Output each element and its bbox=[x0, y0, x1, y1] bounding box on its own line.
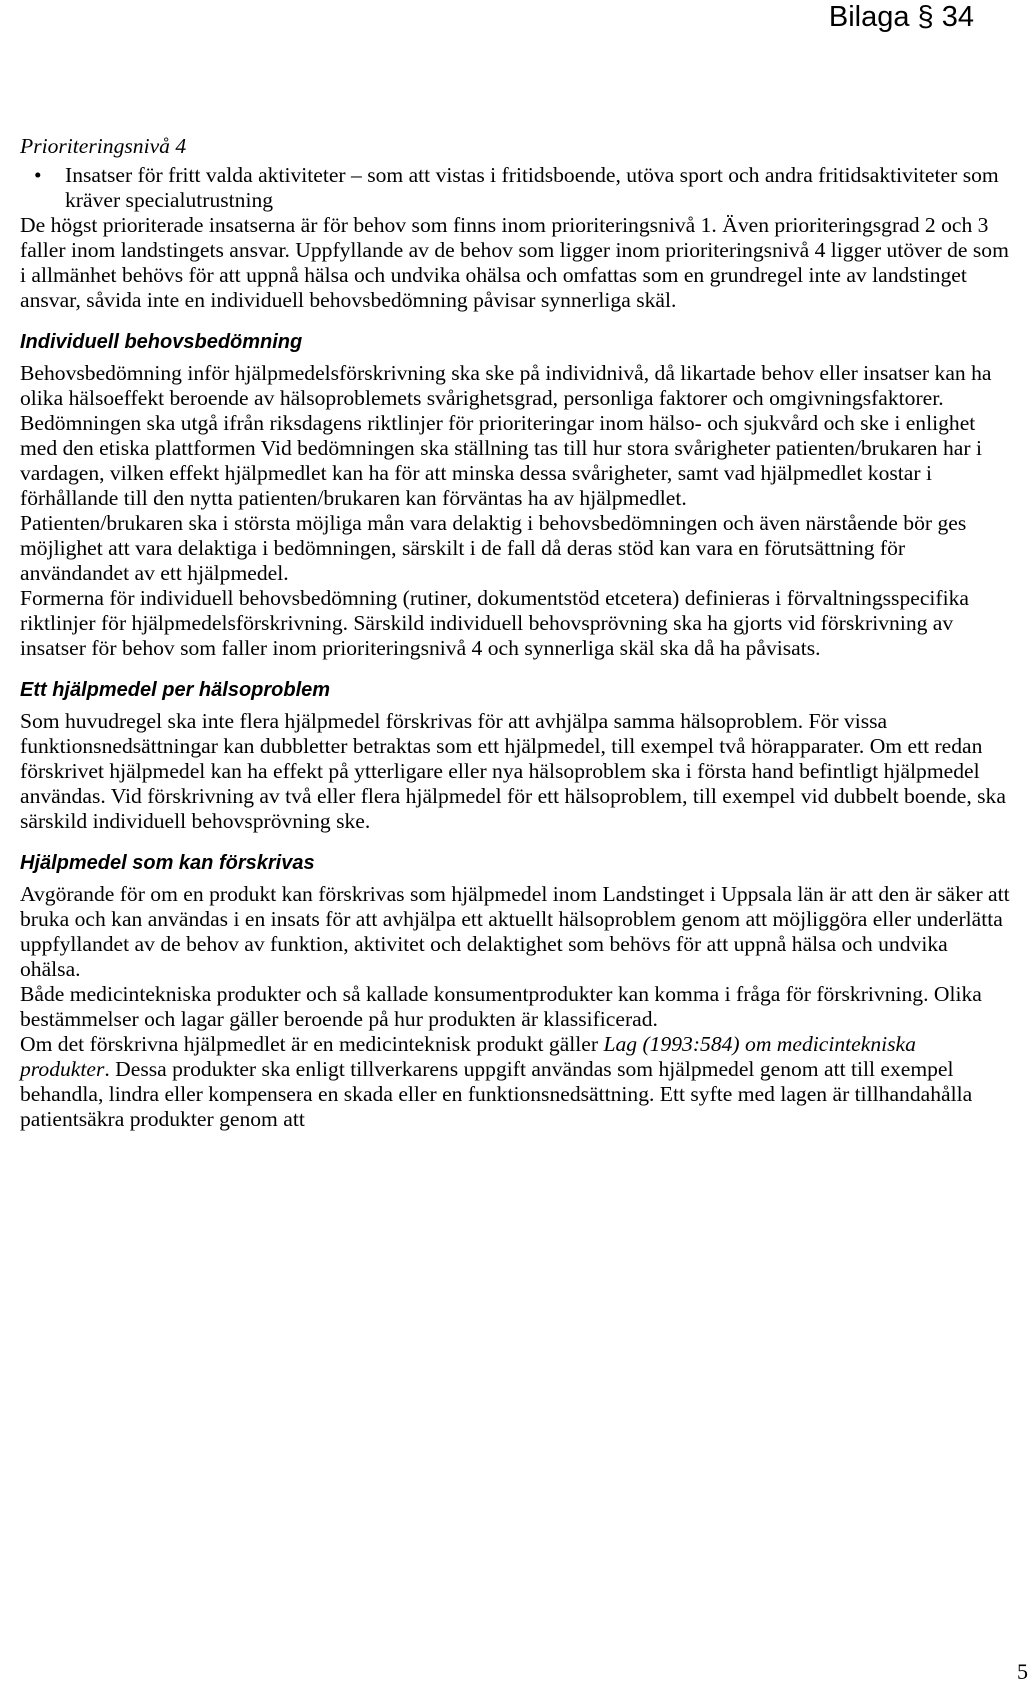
medical-device-paragraph bbox=[20, 1032, 1010, 1132]
section-paragraph: Behovsbedömning inför hjälpmedelsförskrivning ska ske på individnivå, då likartade behov eller insatser kan ha olika hälsoeffekt beroende av hälsoproblemets svårighetsgrad, personliga faktorer och omgivningsfaktorer. Bedömningen ska utgå ifrån riksdagens riktlinjer för prioriteringar inom hälso- och sjukvård och ske i enlighet med den etiska plattformen Vid bedömningen ska ställning tas till hur stora svårigheter patienten/brukaren har i vardagen, vilken effekt hjälpmedlet kan ha för att minska dessa svårigheter, samt vad hjälpmedlet kostar i förhållande till den nytta patienten/brukaren kan förväntas ha av hjälpmedlet. bbox=[20, 361, 992, 510]
priority-paragraph: De högst prioriterade insatserna är för behov som finns inom prioriteringsnivå 1. Även prioriteringsgrad 2 och 3 faller inom landstingets ansvar. Uppfyllande av de behov som ligger inom prioriteringsnivå 4 ligger utöver de som i allmänhet behövs för att uppnå hälsa och undvika ohälsa och omfattas som en grundregel inte av landstinget ansvar, såvida inte en individuell behovsbedömning påvisar synnerliga skäl. bbox=[20, 213, 1009, 312]
section-paragraph: Som huvudregel ska inte flera hjälpmedel förskrivas för att avhjälpa samma hälsoproblem. För vissa funktionsnedsättningar kan dubbletter betraktas som ett hjälpmedel, till exempel två hörapparater. Om ett redan förskrivet hjälpmedel kan ha effekt på ytterligare eller nya hälsoproblem ska i första hand befintligt hjälpmedel användas. Vid förskrivning av två eller flera hjälpmedel för ett hälsoproblem, till exempel vid dubbelt boende, ska särskild individuell behovsprövning ske. bbox=[20, 709, 1006, 833]
document-body bbox=[20, 134, 1010, 1132]
priority-level-heading: Prioriteringsnivå 4 bbox=[20, 134, 187, 158]
priority-bullet-list bbox=[20, 163, 1010, 213]
section-heading-prescribable-aids: Hjälpmedel som kan förskrivas bbox=[20, 852, 315, 874]
page-number: 5 bbox=[1017, 1659, 1028, 1684]
section-paragraph: Både medicintekniska produkter och så kallade konsumentprodukter kan komma i fråga för förskrivning. Olika bestämmelser och lagar gäller beroende på hur produkten är klassificerad. bbox=[20, 982, 982, 1031]
paragraph-text-before: Om det förskrivna hjälpmedlet är en medicinteknisk produkt gäller bbox=[20, 1032, 604, 1056]
section-heading-one-aid-per-problem: Ett hjälpmedel per hälsoproblem bbox=[20, 679, 331, 701]
paragraph-text-after: . Dessa produkter ska enligt tillverkarens uppgift användas som hjälpmedel genom att till exempel behandla, lindra eller kompensera en skada eller en funktionsnedsättning. Ett syfte med lagen är tillhandahålla patientsäkra produkter genom att bbox=[20, 1057, 973, 1131]
section-paragraph: Avgörande för om en produkt kan förskrivas som hjälpmedel inom Landstinget i Uppsala län är att den är säker att bruka och kan användas i en insats för att avhjälpa ett aktuellt hälsoproblem genom att möjliggöra eller underlätta uppfyllandet av de behov av funktion, aktivitet och delaktighet som behövs för att uppnå hälsa och undvika ohälsa. bbox=[20, 882, 1010, 981]
bullet-text: Insatser för fritt valda aktiviteter – som att vistas i fritidsboende, utöva sport och andra fritidsaktiviteter som kräver specialutrustning bbox=[65, 163, 999, 212]
bullet-icon: • bbox=[34, 163, 42, 187]
bullet-item bbox=[34, 163, 1010, 213]
section-heading-individual-assessment: Individuell behovsbedömning bbox=[20, 331, 303, 353]
section-paragraph: Patienten/brukaren ska i största möjliga mån vara delaktig i behovsbedömningen och även närstående bör ges möjlighet att vara delaktiga i bedömningen, särskilt i de fall då deras stöd kan vara en förutsättning för användandet av ett hjälpmedel. bbox=[20, 511, 967, 585]
appendix-label: Bilaga § 34 bbox=[828, 1, 974, 33]
section-paragraph: Formerna för individuell behovsbedömning (rutiner, dokumentstöd etcetera) definieras i förvaltningsspecifika riktlinjer för hjälpmedelsförskrivning. Särskild individuell behovsprövning ska ha gjorts vid förskrivning av insatser för behov som faller inom prioriteringsnivå 4 och synnerliga skäl ska då ha påvisats. bbox=[20, 586, 969, 660]
law-citation: Lag (1993:584) om medicintekniska produkter bbox=[20, 1032, 916, 1081]
